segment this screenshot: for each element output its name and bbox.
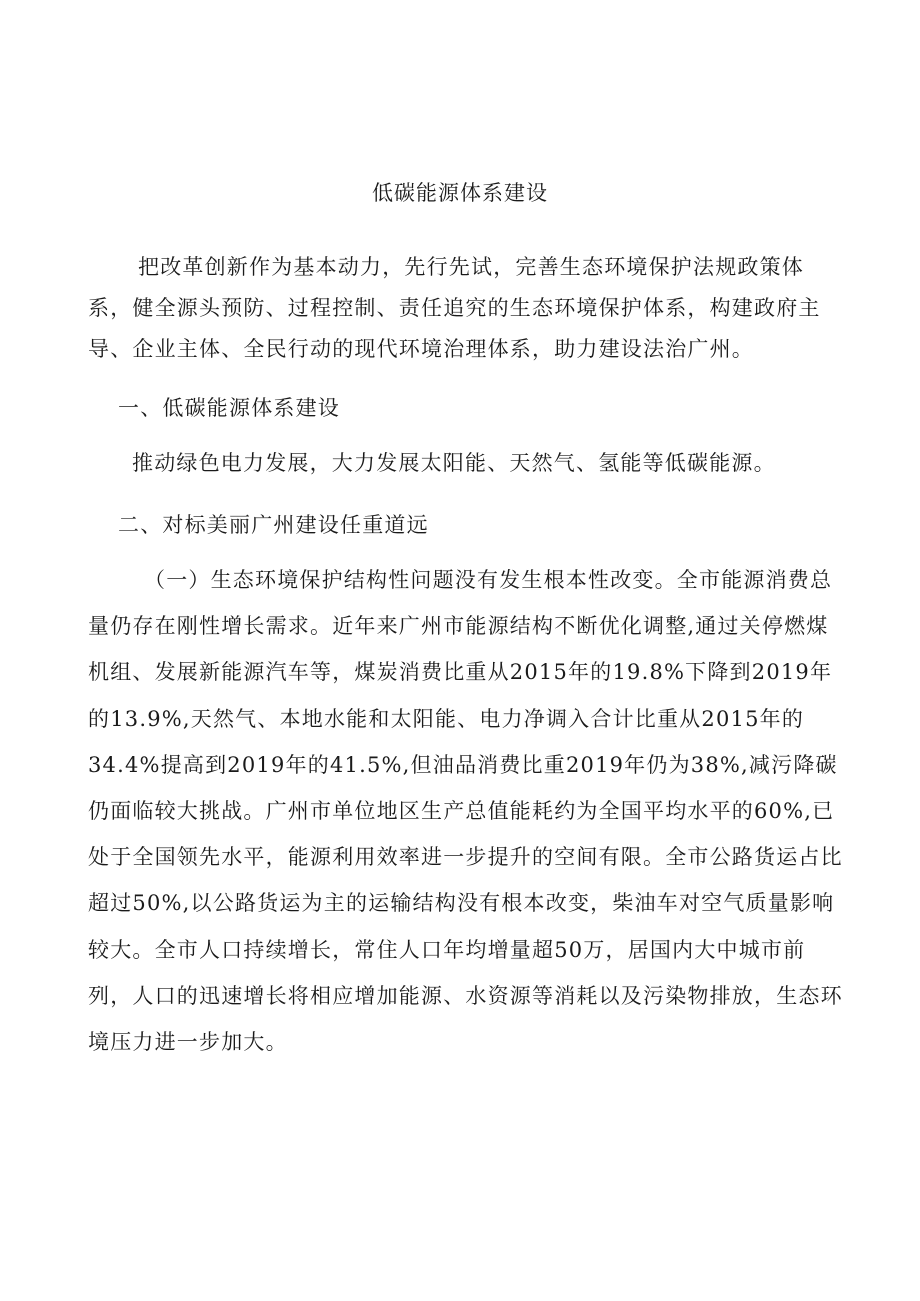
intro-paragraph: 把改革创新作为基本动力，先行先试，完善生态环境保护法规政策体系，健全源头预防、过程控制、责任追究的生态环境保护体系，构建政府主导、企业主体、全民行动的现代环境治理体系，助力建设法治广州。 (88, 255, 821, 361)
section-one-paragraph: 推动绿色电力发展，大力发展太阳能、天然气、氢能等低碳能源。 (132, 451, 776, 475)
section-two-heading: 二、对标美丽广州建设任重道远 (118, 513, 429, 537)
section-two-paragraph: （一）生态环境保护结构性问题没有发生根本性改变。全市能源消费总量仍存在刚性增长需求。近年来广州市能源结构不断优化调整,通过关停燃煤机组、发展新能源汽车等，煤炭消费比重从2015年的19.8%下降到2019年的13.9%,天然气、本地水能和太阳能、电力净调入合计比重从2015年的34.4%提高到2019年的41.5%,但油品消费比重2019年仍为38%,减污降碳仍面临较大挑战。广州市单位地区生产总值能耗约为全国平均水平的60%,已处于全国领先水平，能源利用效率进一步提升的空间有限。全市公路货运占比超过50%,以公路货运为主的运输结构没有根本改变，柴油车对空气质量影响较大。全市人口持续增长，常住人口年均增量超50万，居国内大中城市前列，人口的迅速增长将相应增加能源、水资源等消耗以及污染物排放，生态环境压力进一步加大。 (88, 568, 843, 1055)
section-one-heading: 一、低碳能源体系建设 (118, 396, 340, 420)
document-title: 低碳能源体系建设 (372, 181, 548, 205)
